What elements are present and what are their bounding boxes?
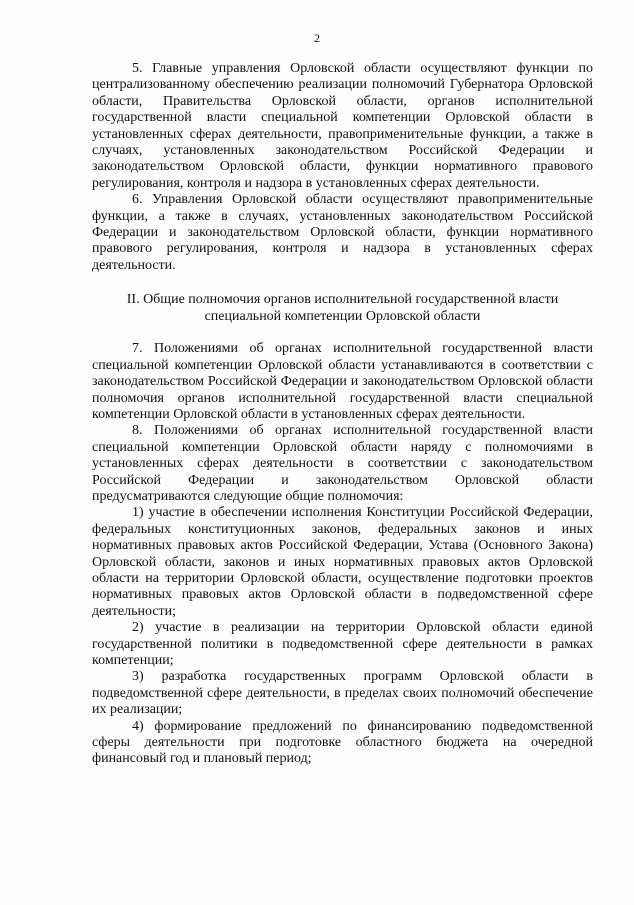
page-number: 2 (314, 31, 320, 45)
paragraph-8: 8. Положениями об органах исполнительной государственной власти специальной компетенции Орловской области наряду с полномочиями в установленных сферах деятельности в соответствии с законодательством Российской Федерации и законодательством Орловской области предусматриваются следующие общие полномочия: (92, 423, 593, 504)
paragraph-5: 5. Главные управления Орловской области осуществляют функции по централизованному обеспечению реализации полномочий Губернатора Орловской области, Правительства Орловской области, органов исполнительной государственной власти специальной компетенции Орловской области в установленных сферах деятельности, правоприменительные функции, а также в случаях, установленных законодательством Российской Федерации и законодательством Орловской области, функции нормативного правового регулирования, контроля и надзора в установленных сферах деятельности. (92, 61, 593, 191)
section-heading-line-2: специальной компетенции Орловской области (204, 309, 481, 325)
paragraph-7: 7. Положениями об органах исполнительной государственной власти специальной компетенции Орловской области устанавливаются в соответствии с законодательством Российской Федерации и законодательством Орловской области полномочия органов исполнительной государственной власти специальной компетенции Орловской области в установленных сферах деятельности. (92, 341, 593, 422)
list-item-2: 2) участие в реализации на территории Орловской области единой государственной политики в подведомственной сфере деятельности в рамках компетенции; (92, 620, 593, 668)
section-heading (92, 291, 593, 325)
document-body (92, 61, 593, 768)
list-item-3: 3) разработка государственных программ Орловской области в подведомственной сфере деятельности, в пределах своих полномочий обеспечение их реализации; (92, 669, 593, 718)
paragraph-6: 6. Управления Орловской области осуществляют правоприменительные функции, а также в случаях, установленных законодательством Российской Федерации и законодательством Орловской области, функции нормативного правового регулирования, контроля и надзора в установленных сферах деятельности. (92, 192, 593, 273)
list-item-4: 4) формирование предложений по финансированию подведомственной сферы деятельности при подготовке областного бюджета на очередной финансовый год и плановый период; (92, 718, 593, 767)
list-item-1: 1) участие в обеспечении исполнения Конституции Российской Федерации, федеральных конституционных законов, федеральных законов и иных нормативных правовых актов Российской Федерации, Устава (Основного Закона) Орловской области, законов и иных нормативных правовых актов Орловской области на территории Орловской области, осуществление подготовки проектов нормативных правовых актов Орловской области в подведомственной сфере деятельности; (92, 505, 593, 619)
section-heading-line-1: II. Общие полномочия органов исполнительной государственной власти (126, 292, 559, 308)
